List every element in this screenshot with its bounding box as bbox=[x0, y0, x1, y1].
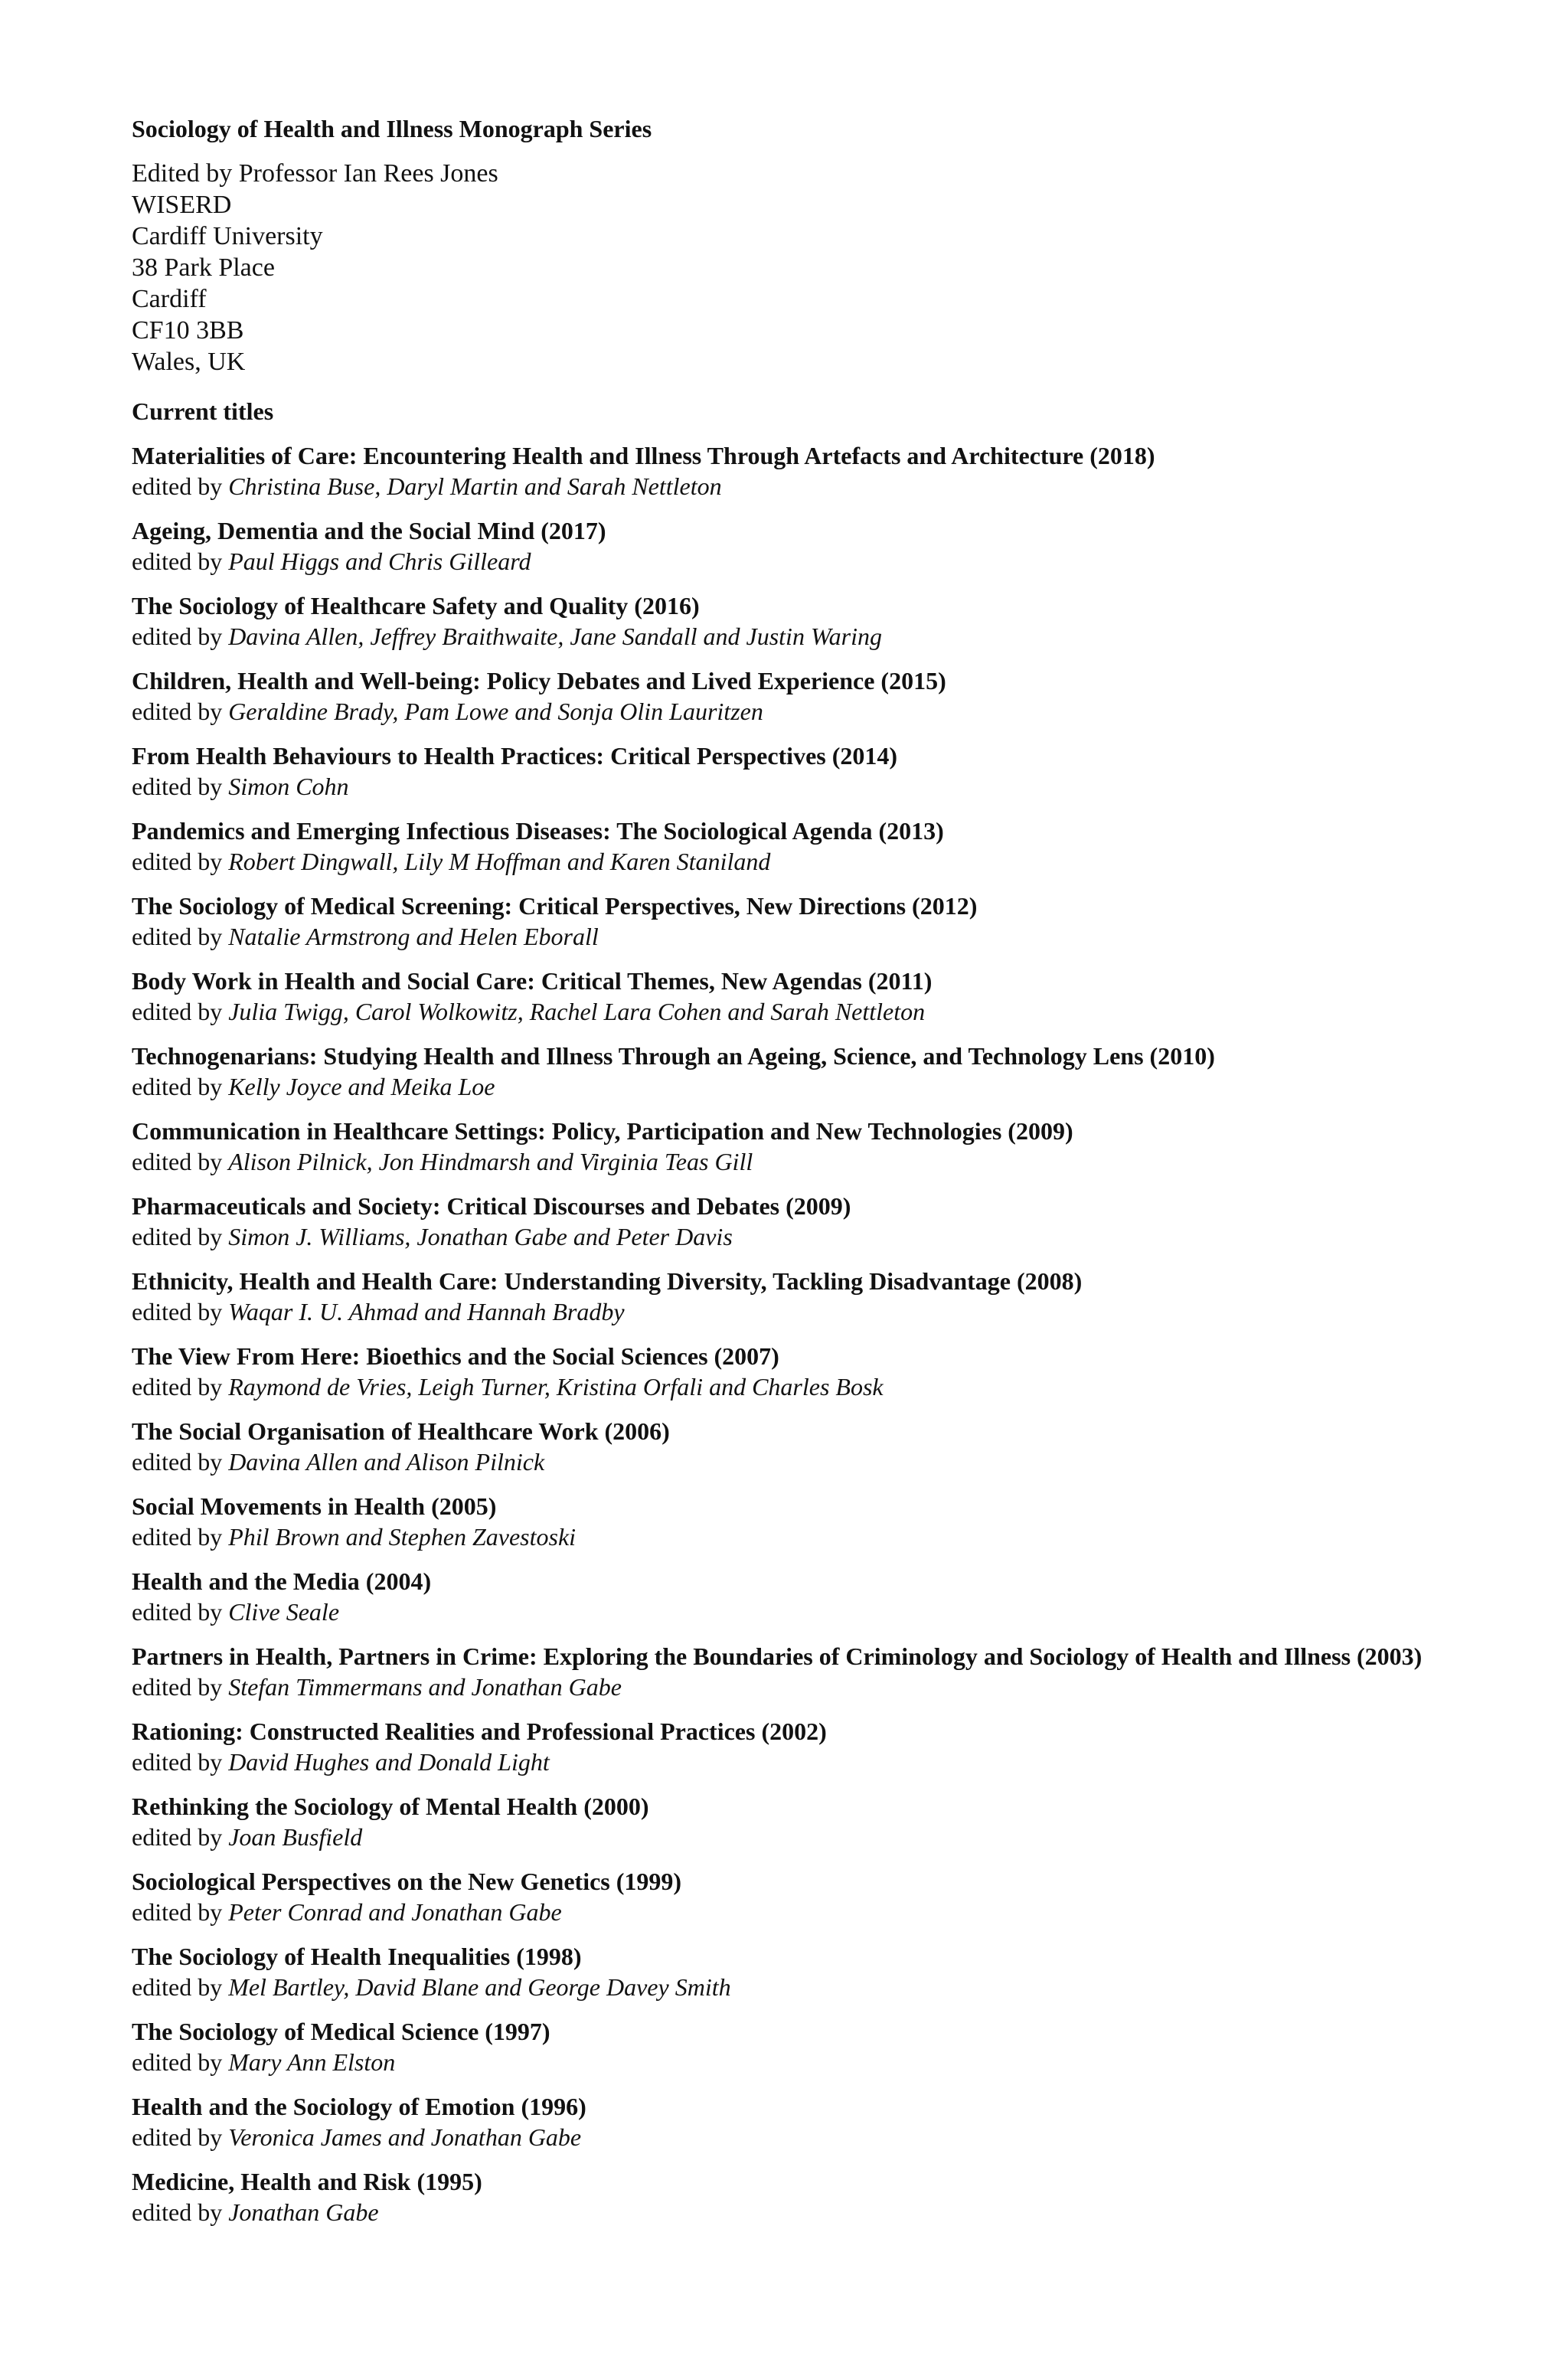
book-editors bbox=[132, 2047, 1510, 2077]
editor-names: Simon J. Williams, Jonathan Gabe and Peter Davis bbox=[228, 1223, 733, 1250]
editor-names: Julia Twigg, Carol Wolkowitz, Rachel Lara Cohen and Sarah Nettleton bbox=[228, 998, 926, 1025]
edited-by-prefix: edited by bbox=[132, 1298, 223, 1325]
address-line: Cardiff University bbox=[132, 222, 323, 250]
series-title: Sociology of Health and Illness Monograph Series bbox=[132, 115, 652, 142]
book-title: Health and the Media (2004) bbox=[132, 1567, 432, 1595]
editor-names: Clive Seale bbox=[228, 1598, 340, 1626]
editor-names: David Hughes and Donald Light bbox=[228, 1748, 550, 1776]
title-entry bbox=[132, 2166, 1510, 2227]
book-title: The Sociology of Health Inequalities (1998) bbox=[132, 1943, 582, 1970]
title-entry bbox=[132, 740, 1510, 802]
editor-names: Alison Pilnick, Jon Hindmarsh and Virginia Teas Gill bbox=[228, 1148, 753, 1175]
title-entry bbox=[132, 1791, 1510, 1852]
edited-by-prefix: edited by bbox=[132, 848, 223, 875]
editor-address bbox=[132, 158, 1510, 377]
title-entry bbox=[132, 966, 1510, 1027]
editor-names: Peter Conrad and Jonathan Gabe bbox=[228, 1898, 562, 1926]
title-entry bbox=[132, 1641, 1510, 1702]
edited-by-prefix: edited by bbox=[132, 1748, 223, 1776]
editor-names: Christina Buse, Daryl Martin and Sarah Nettleton bbox=[228, 472, 722, 500]
edited-by-prefix: edited by bbox=[132, 2048, 223, 2076]
title-entry bbox=[132, 515, 1510, 577]
book-editors bbox=[132, 771, 1510, 802]
book-editors bbox=[132, 996, 1510, 1027]
book-title: Medicine, Health and Risk (1995) bbox=[132, 2168, 482, 2195]
editor-names: Joan Busfield bbox=[228, 1823, 363, 1851]
edited-by-prefix: edited by bbox=[132, 1523, 223, 1551]
book-editors bbox=[132, 846, 1510, 877]
book-editors bbox=[132, 2197, 1510, 2227]
book-editors bbox=[132, 1521, 1510, 1552]
book-title: Ageing, Dementia and the Social Mind (2017) bbox=[132, 517, 606, 544]
book-editors bbox=[132, 1296, 1510, 1327]
edited-by-prefix: edited by bbox=[132, 547, 223, 575]
title-entry bbox=[132, 1491, 1510, 1552]
edited-by-prefix: edited by bbox=[132, 2123, 223, 2151]
book-title: Partners in Health, Partners in Crime: Exploring the Boundaries of Criminology and Sociology of Health and Illness (2003) bbox=[132, 1642, 1423, 1670]
title-entry bbox=[132, 815, 1510, 877]
edited-by-prefix: edited by bbox=[132, 1148, 223, 1175]
address-line: 38 Park Place bbox=[132, 253, 275, 282]
editor-names: Davina Allen, Jeffrey Braithwaite, Jane Sandall and Justin Waring bbox=[228, 623, 882, 650]
editor-names: Paul Higgs and Chris Gilleard bbox=[228, 547, 531, 575]
title-entry bbox=[132, 1716, 1510, 1777]
edited-by-prefix: edited by bbox=[132, 1973, 223, 2001]
address-line: Edited by Professor Ian Rees Jones bbox=[132, 159, 498, 188]
book-editors bbox=[132, 621, 1510, 652]
book-editors bbox=[132, 1071, 1510, 1102]
editor-names: Stefan Timmermans and Jonathan Gabe bbox=[228, 1673, 622, 1701]
book-title: The Social Organisation of Healthcare Work (2006) bbox=[132, 1417, 670, 1445]
title-entry bbox=[132, 891, 1510, 952]
book-title: From Health Behaviours to Health Practices: Critical Perspectives (2014) bbox=[132, 742, 898, 770]
edited-by-prefix: edited by bbox=[132, 1898, 223, 1926]
page-content bbox=[132, 113, 1510, 2241]
book-title: Pharmaceuticals and Society: Critical Discourses and Debates (2009) bbox=[132, 1192, 851, 1220]
title-entry bbox=[132, 440, 1510, 502]
edited-by-prefix: edited by bbox=[132, 1373, 223, 1400]
editor-names: Jonathan Gabe bbox=[228, 2198, 379, 2226]
editor-names: Veronica James and Jonathan Gabe bbox=[228, 2123, 582, 2151]
book-title: Sociological Perspectives on the New Genetics (1999) bbox=[132, 1868, 682, 1895]
edited-by-prefix: edited by bbox=[132, 923, 223, 950]
book-editors bbox=[132, 1146, 1510, 1177]
book-editors bbox=[132, 1597, 1510, 1627]
book-editors bbox=[132, 1371, 1510, 1402]
title-entry bbox=[132, 1041, 1510, 1102]
book-editors bbox=[132, 1446, 1510, 1477]
address-line: CF10 3BB bbox=[132, 316, 244, 345]
title-entry bbox=[132, 665, 1510, 727]
book-editors bbox=[132, 471, 1510, 502]
editor-names: Simon Cohn bbox=[228, 773, 349, 800]
editor-names: Waqar I. U. Ahmad and Hannah Bradby bbox=[228, 1298, 625, 1325]
address-line: WISERD bbox=[132, 191, 232, 219]
book-title: The Sociology of Medical Screening: Critical Perspectives, New Directions (2012) bbox=[132, 892, 978, 920]
edited-by-prefix: edited by bbox=[132, 1073, 223, 1100]
book-title: The Sociology of Healthcare Safety and Quality (2016) bbox=[132, 592, 700, 619]
book-editors bbox=[132, 1972, 1510, 2002]
editor-names: Geraldine Brady, Pam Lowe and Sonja Olin Lauritzen bbox=[228, 698, 763, 725]
book-title: Health and the Sociology of Emotion (1996) bbox=[132, 2093, 586, 2120]
title-entry bbox=[132, 1191, 1510, 1252]
book-editors bbox=[132, 1672, 1510, 1702]
title-entry bbox=[132, 1266, 1510, 1327]
title-entry bbox=[132, 1866, 1510, 1927]
edited-by-prefix: edited by bbox=[132, 998, 223, 1025]
book-title: The View From Here: Bioethics and the Social Sciences (2007) bbox=[132, 1342, 779, 1370]
editor-names: Natalie Armstrong and Helen Eborall bbox=[228, 923, 599, 950]
editor-names: Mary Ann Elston bbox=[228, 2048, 396, 2076]
edited-by-prefix: edited by bbox=[132, 698, 223, 725]
titles-list bbox=[132, 440, 1510, 2227]
edited-by-prefix: edited by bbox=[132, 1823, 223, 1851]
editor-names: Davina Allen and Alison Pilnick bbox=[228, 1448, 545, 1476]
editor-names: Kelly Joyce and Meika Loe bbox=[228, 1073, 495, 1100]
book-editors bbox=[132, 546, 1510, 577]
address-line: Wales, UK bbox=[132, 348, 246, 376]
book-editors bbox=[132, 1221, 1510, 1252]
book-title: Rethinking the Sociology of Mental Health (2000) bbox=[132, 1793, 649, 1820]
editor-names: Phil Brown and Stephen Zavestoski bbox=[228, 1523, 577, 1551]
book-title: Social Movements in Health (2005) bbox=[132, 1492, 497, 1520]
title-entry bbox=[132, 2091, 1510, 2152]
book-title: Rationing: Constructed Realities and Professional Practices (2002) bbox=[132, 1718, 827, 1745]
edited-by-prefix: edited by bbox=[132, 1223, 223, 1250]
edited-by-prefix: edited by bbox=[132, 1448, 223, 1476]
edited-by-prefix: edited by bbox=[132, 2198, 223, 2226]
book-editors bbox=[132, 1822, 1510, 1852]
edited-by-prefix: edited by bbox=[132, 773, 223, 800]
book-title: Children, Health and Well-being: Policy Debates and Lived Experience (2015) bbox=[132, 667, 946, 695]
editor-names: Mel Bartley, David Blane and George Davey Smith bbox=[228, 1973, 731, 2001]
title-entry bbox=[132, 1416, 1510, 1477]
title-entry bbox=[132, 2016, 1510, 2077]
book-title: Body Work in Health and Social Care: Critical Themes, New Agendas (2011) bbox=[132, 967, 933, 995]
edited-by-prefix: edited by bbox=[132, 472, 223, 500]
edited-by-prefix: edited by bbox=[132, 1673, 223, 1701]
title-entry bbox=[132, 1941, 1510, 2002]
address-line: Cardiff bbox=[132, 285, 207, 313]
book-title: The Sociology of Medical Science (1997) bbox=[132, 2018, 550, 2045]
book-editors bbox=[132, 1747, 1510, 1777]
book-editors bbox=[132, 696, 1510, 727]
book-title: Communication in Healthcare Settings: Policy, Participation and New Technologies (2009) bbox=[132, 1117, 1073, 1145]
edited-by-prefix: edited by bbox=[132, 623, 223, 650]
book-title: Materialities of Care: Encountering Health and Illness Through Artefacts and Architecture (2018) bbox=[132, 442, 1155, 469]
edited-by-prefix: edited by bbox=[132, 1598, 223, 1626]
book-title: Technogenarians: Studying Health and Illness Through an Ageing, Science, and Technology Lens (2010) bbox=[132, 1042, 1215, 1070]
title-entry bbox=[132, 590, 1510, 652]
section-heading: Current titles bbox=[132, 397, 274, 425]
editor-names: Raymond de Vries, Leigh Turner, Kristina Orfali and Charles Bosk bbox=[228, 1373, 884, 1400]
book-editors bbox=[132, 1897, 1510, 1927]
editor-names: Robert Dingwall, Lily M Hoffman and Karen Staniland bbox=[228, 848, 771, 875]
book-title: Pandemics and Emerging Infectious Diseases: The Sociological Agenda (2013) bbox=[132, 817, 944, 845]
book-editors bbox=[132, 921, 1510, 952]
book-editors bbox=[132, 2122, 1510, 2152]
title-entry bbox=[132, 1116, 1510, 1177]
book-title: Ethnicity, Health and Health Care: Understanding Diversity, Tackling Disadvantage (2008) bbox=[132, 1267, 1083, 1295]
title-entry bbox=[132, 1566, 1510, 1627]
title-entry bbox=[132, 1341, 1510, 1402]
